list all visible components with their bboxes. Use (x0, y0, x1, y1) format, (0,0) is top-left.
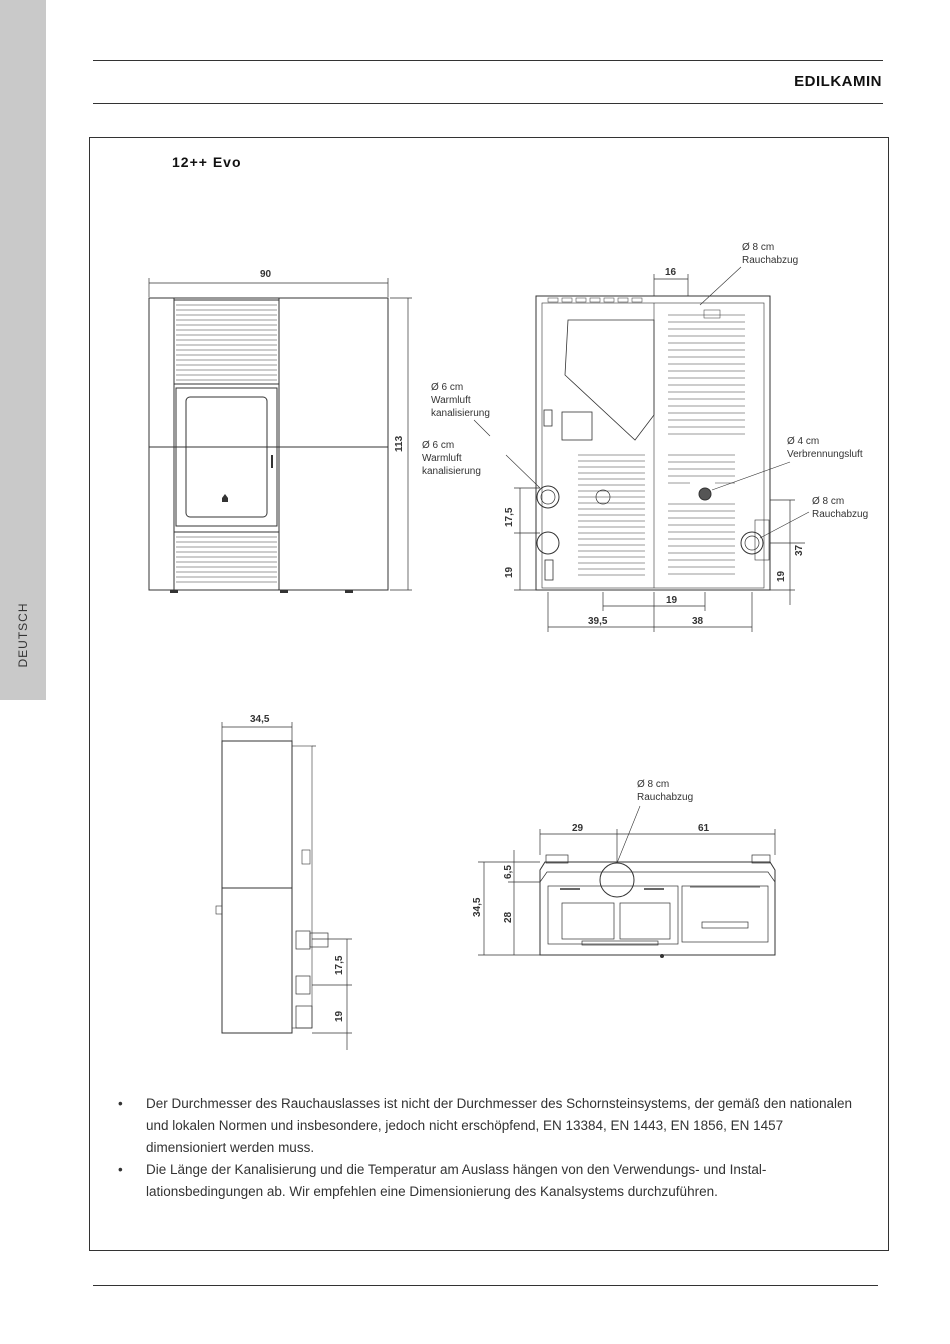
rear-dim-bottom-right: 38 (692, 616, 704, 627)
brand-logo: EDILKAMIN (794, 73, 882, 90)
top-flue-line2: Rauchabzug (637, 792, 694, 803)
top-view-labels (637, 779, 693, 803)
language-label: DEUTSCH (16, 602, 30, 668)
top-dim-right: 61 (698, 823, 710, 834)
note-item (118, 1159, 863, 1203)
warm-air-2-line2: Warmluft (422, 453, 462, 464)
combustion-air-line1: Ø 4 cm (787, 436, 820, 447)
warm-air-1-line1: Ø 6 cm (431, 382, 464, 393)
note-item (118, 1093, 863, 1159)
rear-dim-bottom-center: 19 (666, 595, 678, 606)
top-flue-line1: Ø 8 cm (637, 779, 670, 790)
top-dim-left: 29 (572, 823, 584, 834)
note-text: Die Länge der Kanalisierung und die Temperatur am Auslass hängen von den Verwendungs- und Instal-lationsbedingungen ab. Wir empfehlen eine Dimensionierung des Kanalsystems durchzuführen. (146, 1162, 767, 1199)
combustion-air-line2: Verbrennungsluft (787, 449, 863, 460)
side-dim-lower: 19 (334, 1010, 345, 1022)
bullet-icon: • (118, 1162, 123, 1177)
rear-dim-right-upper: 37 (794, 544, 805, 556)
rear-flue-side-line2: Rauchabzug (812, 509, 869, 520)
front-view (149, 269, 412, 593)
footer-rule (93, 1285, 878, 1286)
rear-dim-bottom-left: 39,5 (588, 616, 608, 627)
rear-flue-top-line2: Rauchabzug (742, 255, 799, 266)
top-dim-total: 34,5 (472, 897, 483, 917)
side-dim-upper: 17,5 (334, 955, 345, 975)
rear-dim-left-lower: 19 (504, 566, 515, 578)
top-dim-b: 28 (503, 911, 514, 923)
side-depth-label: 34,5 (250, 714, 270, 725)
bullet-icon: • (118, 1096, 123, 1111)
side-view (216, 714, 352, 1050)
warm-air-2-line1: Ø 6 cm (422, 440, 455, 451)
front-width-label: 90 (260, 269, 272, 280)
front-height-label: 113 (394, 435, 405, 452)
rear-dim-right-lower: 19 (776, 570, 787, 582)
top-dim-a: 6,5 (503, 865, 514, 879)
rear-view (474, 267, 809, 632)
rear-view-labels (422, 242, 868, 520)
note-text: Der Durchmesser des Rauchauslasses ist nicht der Durchmesser des Schornsteinsystems, der gemäß den nationalen und lokalen Normen und insbesondere, jedoch nicht erschöpfend, EN 13384, EN 1443, EN 1856, EN 1457 dimensioniert werden muss. (146, 1096, 853, 1155)
top-view (472, 806, 775, 958)
model-title: 12++ Evo (172, 154, 242, 170)
rear-dim-left-upper: 17,5 (504, 507, 515, 527)
warm-air-2-line3: kanalisierung (422, 466, 481, 477)
warm-air-1-line3: kanalisierung (431, 408, 490, 419)
notes-list (118, 1093, 863, 1203)
rear-top-dim: 16 (665, 267, 677, 278)
warm-air-1-line2: Warmluft (431, 395, 471, 406)
rear-flue-top-line1: Ø 8 cm (742, 242, 775, 253)
rear-flue-side-line1: Ø 8 cm (812, 496, 845, 507)
